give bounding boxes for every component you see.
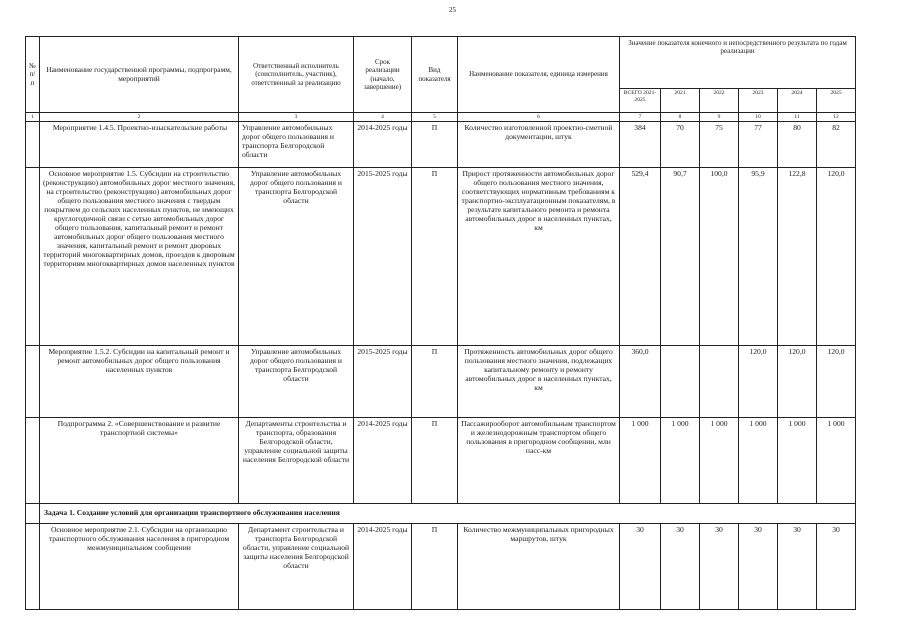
row-responsible: Управление автомобильных дорог общего пользования и транспорта Белгородской области [239,168,354,346]
row-total: 30 [620,524,661,610]
row-num [26,168,40,346]
row-value: 75 [700,122,739,168]
row-value: 122,8 [778,168,817,346]
table-row [26,346,856,418]
column-number: 3 [239,113,354,122]
column-number: 7 [620,113,661,122]
row-value: 1 000 [661,418,700,504]
row-num [26,122,40,168]
row-value: 70 [661,122,700,168]
row-responsible: Департаменты строительства и транспорта, образования Белгородской области, управление социальной защиты населения Белгородской области [239,418,354,504]
header-indicator-name: Наименование показателя, единица измерения [458,37,620,113]
row-name: Основное мероприятие 2.1. Субсидии на организацию транспортного обслуживания населения в пригородном межмуниципальном сообщении [40,524,239,610]
header-period: Срок реализации (начало, завершение) [354,37,412,113]
row-name: Мероприятие 1.5.2. Субсидии на капитальный ремонт и ремонт автомобильных дорог общего пользования населенных пунктов [40,346,239,418]
row-num [26,346,40,418]
column-number: 5 [412,113,458,122]
row-indicator: Пассажирооборот автомобильным транспортом и железнодорожным транспортом общего пользования в пригородном сообщении, млн пасс-км [458,418,620,504]
row-type: П [412,524,458,610]
row-value: 30 [700,524,739,610]
table-row [26,122,856,168]
header-year: 2025 [817,89,856,113]
header-indicator-type: Вид показателя [412,37,458,113]
row-value: 120,0 [817,346,856,418]
column-number: 11 [778,113,817,122]
row-responsible: Управление автомобильных дорог общего пользования и транспорта Белгородской области [239,346,354,418]
row-value: 120,0 [778,346,817,418]
column-number: 9 [700,113,739,122]
row-value: 30 [739,524,778,610]
row-total: 1 000 [620,418,661,504]
row-value: 30 [661,524,700,610]
row-responsible: Департамент строительства и транспорта Белгородской области, управление социальной защиты населения Белгородской области [239,524,354,610]
row-num [26,504,40,524]
row-period: 2015-2025 годы [354,168,412,346]
row-value: 1 000 [739,418,778,504]
table-row [26,524,856,610]
row-value: 120,0 [739,346,778,418]
row-type: П [412,418,458,504]
row-type: П [412,168,458,346]
task-title: Задача 1. Создание условий для организации транспортного обслуживания населения [40,504,856,524]
column-number: 4 [354,113,412,122]
row-name: Подпрограмма 2. «Совершенствование и развитие транспортной системы» [40,418,239,504]
header-year: 2024 [778,89,817,113]
row-value: 82 [817,122,856,168]
row-indicator: Количество изготовленной проектно-сметной документации, штук [458,122,620,168]
row-value: 80 [778,122,817,168]
column-numbers-row [26,113,856,122]
row-total: 384 [620,122,661,168]
header-responsible: Ответственный исполнитель (соисполнитель, участник), ответственный за реализацию [239,37,354,113]
row-value: 1 000 [700,418,739,504]
row-period: 2014-2025 годы [354,122,412,168]
row-name: Основное мероприятие 1.5. Субсидии на строительство (реконструкцию) автомобильных дорог местного значения, на строительство (реконструкцию) автомобильных дорог общего пользования местного значения с твердым покрытием до сельских населенных пунктов, не имеющих круглогодичной связи с сетью автомобильных дорог общего пользования, капитальный ремонт и ремонт автомобильных дорог общего пользования местного значения, капитальный ремонт и ремонт дворовых территорий многоквартирных домов, проездов к дворовым территориям многоквартирных домов населенных пунктов [40,168,239,346]
row-type: П [412,122,458,168]
row-value: 95,9 [739,168,778,346]
table-row [26,168,856,346]
row-type: П [412,346,458,418]
header-total: ВСЕГО 2021-2025 [620,89,661,113]
row-value: 1 000 [817,418,856,504]
column-number: 8 [661,113,700,122]
row-num [26,524,40,610]
row-value: 100,0 [700,168,739,346]
column-number: 6 [458,113,620,122]
task-row [26,504,856,524]
header-num: № п/п [26,37,40,113]
row-value: 90,7 [661,168,700,346]
row-responsible: Управление автомобильных дорог общего пользования и транспорта Белгородской области [239,122,354,168]
column-number: 10 [739,113,778,122]
row-value: 120,0 [817,168,856,346]
header-name: Наименование государственной программы, подпрограмм, мероприятий [40,37,239,113]
header-values-group: Значение показателя конечного и непосредственного результата по годам реализации [620,37,856,89]
row-value: 30 [778,524,817,610]
row-name: Мероприятие 1.4.5. Проектно-изыскательские работы [40,122,239,168]
header-year: 2021 [661,89,700,113]
header-year: 2022 [700,89,739,113]
row-period: 2015-2025 годы [354,346,412,418]
row-period: 2014-2025 годы [354,524,412,610]
column-number: 12 [817,113,856,122]
row-value [700,346,739,418]
row-value: 77 [739,122,778,168]
row-num [26,418,40,504]
row-value: 1 000 [778,418,817,504]
page-number: 25 [449,6,456,14]
program-indicators-table [25,36,856,610]
row-indicator: Количество межмуниципальных пригородных маршрутов, штук [458,524,620,610]
row-value: 30 [817,524,856,610]
row-value [661,346,700,418]
row-indicator: Протяженность автомобильных дорог общего пользования местного значения, подлежащих капитальному ремонту и ремонту автомобильных дорог в населенных пунктах, км [458,346,620,418]
table-row [26,418,856,504]
column-number: 2 [40,113,239,122]
row-indicator: Прирост протяженности автомобильных дорог общего пользования местного значения, соответствующих нормативным требованиям к транспортно-эксплуатационным показателям, в результате капитального ремонта и ремонта автомобильных дорог в населенных пунктах, км [458,168,620,346]
row-total: 360,0 [620,346,661,418]
column-number: 1 [26,113,40,122]
row-total: 529,4 [620,168,661,346]
row-period: 2014-2025 годы [354,418,412,504]
header-year: 2023 [739,89,778,113]
